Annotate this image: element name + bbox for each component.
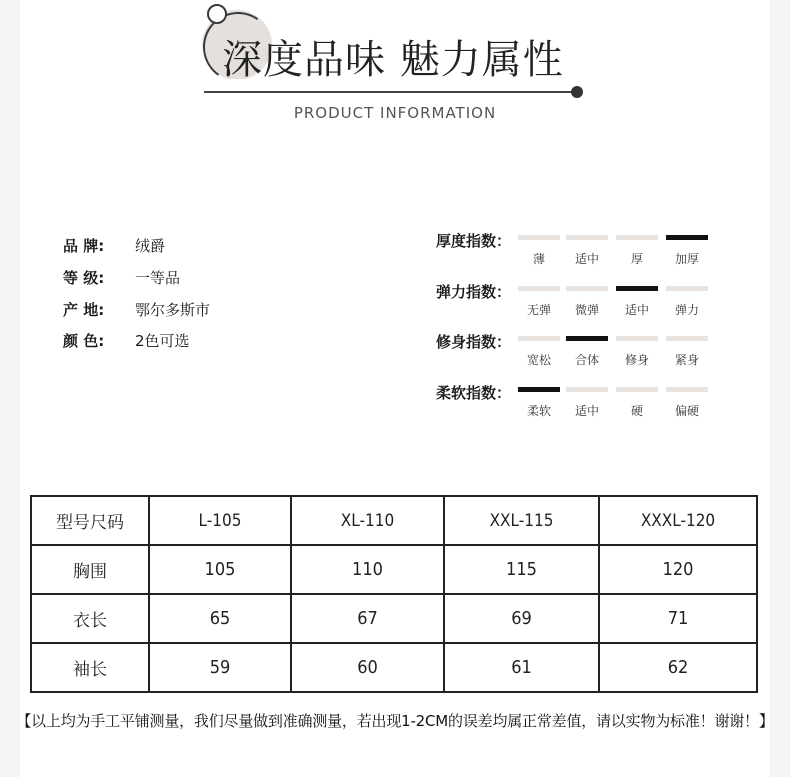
index-option-label: 加厚 [674, 252, 699, 266]
index-segment [518, 235, 560, 240]
index-option-label: 适中 [574, 404, 599, 418]
index-segment [566, 387, 608, 392]
title-dot [571, 86, 583, 98]
index-segment [666, 286, 708, 291]
table-row [31, 545, 757, 594]
table-row [31, 643, 757, 692]
table-cell: 110 [291, 545, 444, 594]
info-value: 一等品 [135, 269, 181, 287]
index-segment-selected [616, 286, 658, 291]
info-row-color [63, 330, 190, 351]
index-label: 弹力指数： [436, 283, 512, 301]
page-subtitle: PRODUCT INFORMATION [293, 104, 497, 122]
table-cell: 袖长 [31, 643, 149, 692]
index-option-label: 无弹 [526, 303, 551, 317]
table-cell: 105 [149, 545, 291, 594]
index-segment [518, 336, 560, 341]
index-option-label: 合体 [574, 353, 599, 367]
index-segment-selected [666, 235, 708, 240]
table-cell: 衣长 [31, 594, 149, 643]
index-segment [616, 387, 658, 392]
info-key: 等 级: [63, 269, 105, 287]
index-option-label: 硬 [630, 404, 643, 418]
index-option-label: 薄 [532, 252, 545, 266]
table-cell: 67 [291, 594, 444, 643]
title-underline [204, 91, 577, 93]
index-segment [566, 286, 608, 291]
table-header-row [31, 496, 757, 545]
index-option-label: 紧身 [674, 353, 699, 367]
table-cell: 62 [599, 643, 757, 692]
index-segment [666, 336, 708, 341]
index-option-label: 宽松 [526, 353, 551, 367]
index-option-label: 适中 [574, 252, 599, 266]
table-cell: 60 [291, 643, 444, 692]
index-segment [616, 336, 658, 341]
info-value: 绒爵 [135, 237, 166, 255]
index-label: 厚度指数： [436, 232, 512, 250]
info-key: 品 牌: [63, 237, 105, 255]
info-key: 产 地: [63, 301, 105, 319]
table-cell: 120 [599, 545, 757, 594]
index-segment [518, 286, 560, 291]
index-segment [566, 235, 608, 240]
table-cell: 115 [444, 545, 599, 594]
table-cell: 59 [149, 643, 291, 692]
decorative-ring [207, 4, 227, 24]
info-row-origin [63, 299, 210, 320]
table-cell: 61 [444, 643, 599, 692]
page-title: 深度品味 魅力属性 [222, 37, 564, 83]
index-option-label: 微弹 [574, 303, 599, 317]
table-cell: 胸围 [31, 545, 149, 594]
index-option-label: 弹力 [674, 303, 699, 317]
info-row-grade [63, 267, 180, 288]
index-option-label: 修身 [624, 353, 649, 367]
measurement-note: 【以上均为手工平铺测量，我们尽量做到准确测量，若出现1-2CM的误差均属正常差值，请以实物为标准！谢谢！】 [16, 712, 774, 730]
table-header-cell: XXL-115 [444, 496, 599, 545]
table-cell: 65 [149, 594, 291, 643]
index-option-label: 适中 [624, 303, 649, 317]
size-table [30, 495, 758, 693]
table-cell: 71 [599, 594, 757, 643]
index-option-label: 厚 [630, 252, 643, 266]
table-header-cell: L-105 [149, 496, 291, 545]
table-cell: 69 [444, 594, 599, 643]
table-header-cell: 型号尺码 [31, 496, 149, 545]
index-option-label: 柔软 [526, 404, 551, 418]
table-header-cell: XL-110 [291, 496, 444, 545]
info-key: 颜 色: [63, 332, 105, 350]
index-segment-selected [566, 336, 608, 341]
index-label: 柔软指数： [436, 384, 512, 402]
index-segment [666, 387, 708, 392]
table-header-cell: XXXL-120 [599, 496, 757, 545]
info-value: 2色可选 [135, 332, 190, 350]
index-label: 修身指数： [436, 333, 512, 351]
index-option-label: 偏硬 [674, 404, 699, 418]
index-segment-selected [518, 387, 560, 392]
info-value: 鄂尔多斯市 [135, 301, 211, 319]
table-row [31, 594, 757, 643]
index-segment [616, 235, 658, 240]
info-row-brand [63, 235, 165, 256]
